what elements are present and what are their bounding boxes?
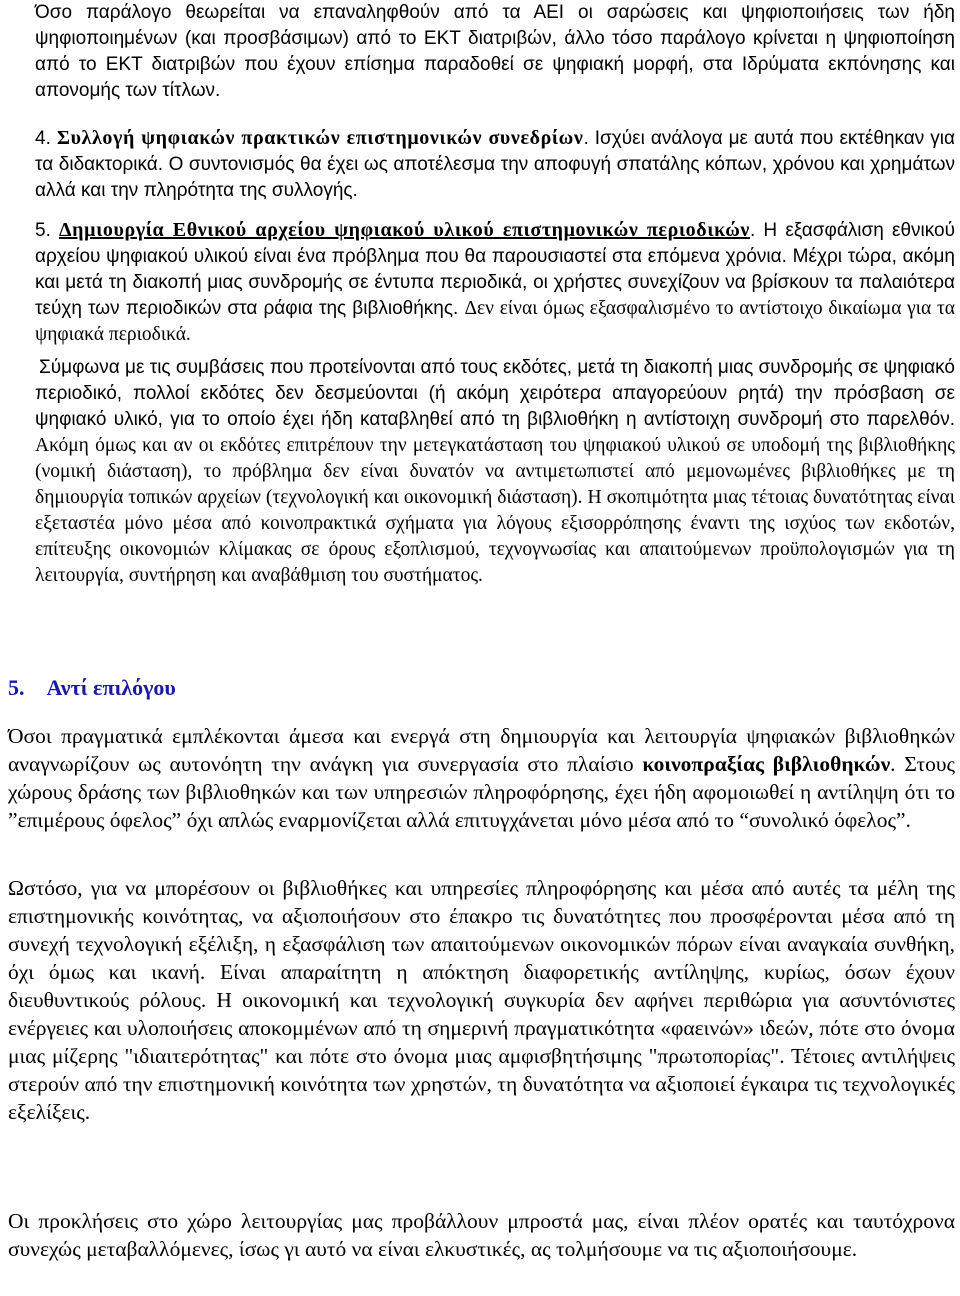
list-item-5-text-serif: Δεν είναι όμως εξασφαλισμένο το αντίστοιχο δικαίωμα για τα ψηφιακά περιοδικά. xyxy=(35,298,956,345)
list-item-5-text: Η εξασφάλιση εθνικού αρχείου ψηφιακού υλικού είναι ένα πρόβλημα που θα παρουσιαστεί στα επόμενα χρόνια. Μέχρι τώρα, ακόμη και μετά τη διακοπή μιας συνδρομής σε έντυπα περιοδικά, οι χρήστες συνεχίζουν να βρίσκουν τα παλαιότερα τεύχη των περιοδικών στα ράφια της βιβλιοθήκης. xyxy=(35,220,955,319)
list-item-5 xyxy=(35,217,955,348)
conclusion-paragraph-1 xyxy=(8,722,955,834)
list-item-4-paragraph xyxy=(35,125,955,204)
conclusion-paragraph-1-text xyxy=(8,722,955,834)
conclusion-paragraph-3 xyxy=(8,1207,955,1263)
list-item-5-title: Δημιουργία Εθνικού αρχείου ψηφιακού υλικού επιστημονικών περιοδικών xyxy=(59,219,750,241)
section-title: Αντί επιλόγου xyxy=(46,675,176,700)
conclusion-2-text: Ωστόσο, για να μπορέσουν οι βιβλιοθήκες και υπηρεσίες πληροφόρησης και μέσα από αυτές τα μέλη της επιστημονικής κοινότητας, να αξιοποιήσουν στο έπακρο τις δυνατότητες που προσφέρονται μέσα από τη συνεχή τεχνολογική εξέλιξη, η εξασφάλιση των απαιτούμενων οικονομικών πόρων είναι αναγκαία συνθήκη, όχι όμως και ικανή. Είναι απαραίτητη η απόκτηση διαφορετικής αντίληψης, κυρίως, όσων έχουν διευθυντικούς ρόλους. Η οικονομική και τεχνολογική συγκυρία δεν αφήνει περιθώρια για ασυντόνιστες ενέργειες και υλοποιήσεις αποκομμένων από τη σημερινή πραγματικότητα «φαεινών» ιδεών, πότε στο όνομα μιας μίζερης "ιδιαιτερότητας" και πότε στο όνομα μιας αμφισβητήσιμης "πρωτοπορίας". Τέτοιες αντιλήψεις στερούν από την επιστημονική κοινότητα των χρηστών, τη δυνατότητα να αξιοποιεί έγκαιρα τις τεχνολογικές εξελίξεις. xyxy=(8,876,955,1124)
agreements-text-block xyxy=(35,355,955,589)
agreements-text: Σύμφωνα με τις συμβάσεις που προτείνονται από τους εκδότες, μετά τη διακοπή μιας συνδρομής σε ψηφιακό περιοδικό, πολλοί εκδότες δεν δεσμεύονται (ή ακόμη χειρότερα απαγορεύουν ρητά) την πρόσβαση σε ψηφιακό υλικό, για το οποίο έχει ήδη καταβληθεί από τη βιβλιοθήκη η αντίστοιχη συνδρομή στο παρελθόν. xyxy=(35,357,955,430)
list-item-4-title: Συλλογή ψηφιακών πρακτικών επιστημονικών συνεδρίων xyxy=(56,127,584,149)
section-heading xyxy=(8,675,176,701)
section-number: 5. xyxy=(8,675,25,700)
list-item-5-paragraph xyxy=(35,217,955,348)
list-item-4-title-end: . xyxy=(583,128,589,149)
conclusion-1-bold: κοινοπραξίας βιβλιοθηκών xyxy=(642,752,891,776)
list-item-5-number: 5. xyxy=(35,220,51,241)
list-item-4-text: Ισχύει ανάλογα με αυτά που εκτέθηκαν για τα διδακτορικά. Ο συντονισμός θα έχει ως αποτέλεσμα την αποφυγή σπατάλης κόπων, χρόνου και χρημάτων αλλά και την πληρότητα της συλλογής. xyxy=(35,128,956,201)
conclusion-1-before: Όσοι πραγματικά εμπλέκονται άμεσα και ενεργά στη δημιουργία και λειτουργία ψηφιακών βιβλιοθηκών αναγνωρίζουν ως αυτονόητη την ανάγκη για συνεργασία στο πλαίσιο xyxy=(8,724,955,776)
list-item-4 xyxy=(35,125,955,204)
intro-paragraph xyxy=(35,0,955,104)
intro-text: Όσο παράλογο θεωρείται να επαναληφθούν από τα ΑΕΙ οι σαρώσεις και ψηφιοποιήσεις των ήδη ψηφιοποιημένων (και προσβάσιμων) από το ΕΚΤ διατριβών, άλλο τόσο παράλογο κρίνεται η ψηφιοποίηση από το ΕΚΤ διατριβών που έχουν επίσημα παραδοθεί σε ψηφιακή μορφή, στα Ιδρύματα εκπόνησης και απονομής των τίτλων. xyxy=(35,2,955,101)
conclusion-paragraph-2 xyxy=(8,874,955,1126)
list-item-5-title-end: . xyxy=(749,220,756,241)
conclusion-3-text: Οι προκλήσεις στο χώρο λειτουργίας μας προβάλλουν μπροστά μας, είναι πλέον ορατές και ταυτόχρονα συνεχώς μεταβαλλόμενες, ίσως γι αυτό να είναι ελκυστικές, ας τολμήσουμε να τις αξιοποιήσουμε. xyxy=(8,1209,955,1261)
conclusion-1-after: . Στους χώρους δράσης των βιβλιοθηκών και των υπηρεσιών πληροφόρησης, έχει ήδη αφομοιωθεί η αντίληψη ότι το ”επιμέρους όφελος” όχι απλώς εναρμονίζεται αλλά επιτυγχάνεται μόνο μέσα από το “συνολικό όφελος”. xyxy=(8,752,955,832)
agreements-paragraph xyxy=(35,355,955,589)
list-item-4-number: 4. xyxy=(35,128,51,149)
agreements-text-serif: Ακόμη όμως και αν οι εκδότες επιτρέπουν την μετεγκατάσταση του ψηφιακού υλικού σε υποδομή της βιβλιοθήκης (νομική διάσταση), το πρόβλημα δεν είναι δυνατόν να αντιμετωπιστεί από μεμονωμένες βιβλιοθήκες με τη δημιουργία τοπικών αρχείων (τεχνολογική και οικονομική διάσταση). Η σκοπιμότητα μιας τέτοιας δυνατότητας είναι εξεταστέα μόνο μέσα από κοινοπρακτικά σχήματα για λόγους εξισορρόπησης έναντι της ισχύος των εκδοτών, επίτευξης οικονομιών κλίμακας σε όρους εξοπλισμού, τεχνογνωσίας και απαιτούμενων προϋπολογισμών για τη λειτουργία, συντήρηση και αναβάθμιση του συστήματος. xyxy=(35,435,955,586)
